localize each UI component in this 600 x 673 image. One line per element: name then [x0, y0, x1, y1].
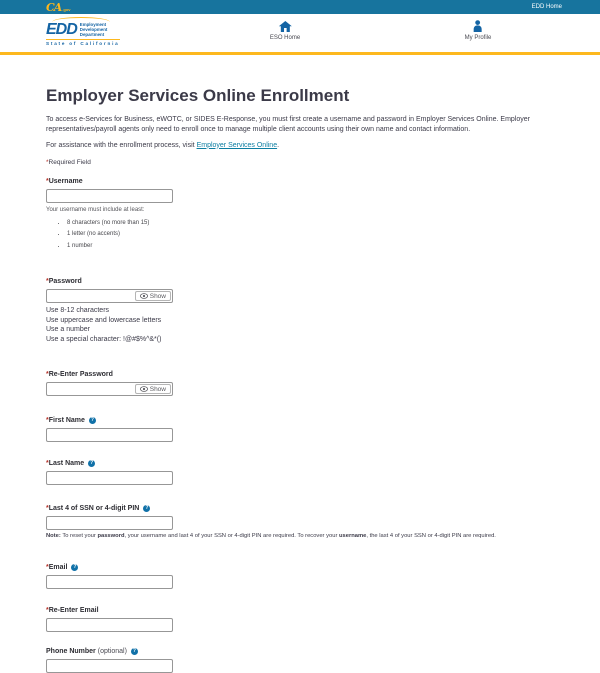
username-group	[46, 178, 554, 253]
first-name-label	[46, 417, 554, 424]
required-marker: *	[46, 158, 49, 166]
assistance-line	[46, 142, 554, 149]
password-show-label: Show	[149, 292, 166, 300]
reenter-email-label-text: Re-Enter Email	[48, 607, 99, 615]
note-text: , the last 4 of your SSN or 4-digit PIN are required.	[366, 533, 496, 540]
home-icon	[279, 20, 292, 32]
last-name-help-icon[interactable]: ?	[90, 460, 94, 467]
required-note-label: Required Field	[48, 158, 91, 166]
phone-group	[46, 648, 554, 673]
password-rules	[46, 306, 554, 344]
ssn-pin-note	[46, 533, 554, 539]
phone-input[interactable]	[46, 659, 173, 673]
phone-label-text: Phone Number	[46, 648, 96, 656]
password-rule: Use uppercase and lowercase letters	[46, 316, 162, 324]
email-label-text: Email	[48, 564, 68, 572]
password-input[interactable]	[47, 290, 134, 302]
phone-help-icon[interactable]: ?	[132, 648, 136, 655]
reenter-password-show-label: Show	[149, 385, 166, 393]
required-marker: *	[46, 177, 49, 185]
first-name-help-icon[interactable]: ?	[90, 417, 94, 424]
ca-gov-logo[interactable]	[46, 2, 71, 13]
site-header	[0, 14, 600, 52]
required-marker: *	[46, 460, 49, 468]
username-help-heading: Your username must include at least:	[46, 206, 145, 213]
nav-eso-home[interactable]	[270, 20, 300, 41]
ca-gov-logo-script: CA	[46, 0, 62, 14]
username-label-text: Username	[48, 177, 83, 185]
reenter-email-group	[46, 607, 554, 632]
person-icon	[473, 20, 483, 32]
reenter-password-group	[46, 371, 554, 396]
username-label	[46, 178, 554, 185]
password-label	[46, 278, 554, 285]
page-title: Employer Services Online Enrollment	[46, 86, 350, 105]
ssn-pin-label	[46, 505, 554, 512]
ssn-pin-label-text: Last 4 of SSN or 4-digit PIN	[48, 505, 140, 513]
nav-my-profile[interactable]	[465, 20, 492, 41]
username-rule: • 1 letter (no accents)	[67, 229, 554, 241]
password-label-text: Password	[48, 278, 82, 286]
reenter-password-input[interactable]	[47, 383, 134, 395]
first-name-group	[46, 417, 554, 442]
assistance-prefix: For assistance with the enrollment process, visit	[46, 141, 197, 149]
reenter-email-input[interactable]	[46, 618, 173, 632]
password-field	[46, 289, 173, 303]
password-show-button[interactable]	[135, 291, 171, 301]
reenter-password-label	[46, 371, 554, 378]
reenter-password-show-button[interactable]	[135, 384, 171, 394]
eye-icon	[140, 293, 148, 299]
note-text: , your username and last 4 of your SSN or 4-digit PIN are required. To recover your	[124, 533, 339, 540]
username-rules-list	[67, 218, 554, 253]
required-marker: *	[46, 278, 49, 286]
assistance-suffix: .	[277, 141, 280, 149]
email-help-icon[interactable]: ?	[73, 564, 77, 571]
note-bold: password	[97, 533, 125, 540]
top-utility-bar	[0, 0, 600, 14]
last-name-group	[46, 460, 554, 485]
edd-logo[interactable]	[46, 17, 120, 46]
required-marker: *	[46, 371, 49, 379]
last-name-label	[46, 460, 554, 467]
edd-logo-department-lines	[80, 23, 108, 38]
edd-logo-line2: Development	[79, 26, 108, 32]
edd-logo-line1: Employment	[79, 22, 107, 27]
note-bold: Note:	[46, 533, 61, 540]
email-label	[46, 564, 554, 571]
password-rule: Use a number	[46, 326, 90, 334]
ssn-pin-input[interactable]	[46, 516, 173, 530]
phone-optional-label: (optional)	[97, 648, 127, 656]
intro-paragraph: To access e-Services for Business, eWOTC, or SIDES E-Response, you must first create a username and password in Employer Services Online. Employer representatives/payroll agents only need to enroll once to manage multiple client accounts using their own name and contact information.	[46, 116, 530, 133]
employer-services-online-link[interactable]: Employer Services Online	[196, 141, 278, 149]
edd-logo-tagline: State of California	[46, 40, 120, 46]
email-group	[46, 564, 554, 589]
edd-logo-line3: Department	[79, 31, 105, 37]
ssn-pin-help-icon[interactable]: ?	[145, 505, 149, 512]
reenter-password-label-text: Re-Enter Password	[48, 371, 113, 379]
last-name-label-text: Last Name	[48, 460, 85, 468]
password-rule: Use 8-12 characters	[46, 307, 110, 315]
ca-gov-logo-suffix: .gov	[62, 6, 71, 12]
reenter-email-label	[46, 607, 554, 614]
ssn-pin-group	[46, 505, 554, 539]
edd-home-link[interactable]: EDD Home	[531, 4, 562, 10]
nav-eso-home-label: ESO Home	[269, 35, 301, 41]
note-text: To reset your	[60, 533, 98, 540]
username-rule: • 1 number	[67, 241, 554, 253]
required-marker: *	[46, 505, 49, 513]
reenter-password-field	[46, 382, 173, 396]
main-content	[0, 86, 600, 673]
password-rule: Use a special character: !@#$%^&*()	[46, 335, 162, 343]
required-field-note	[46, 159, 554, 166]
gold-divider	[0, 52, 600, 55]
first-name-input[interactable]	[46, 428, 173, 442]
required-marker: *	[46, 607, 49, 615]
required-marker: *	[46, 564, 49, 572]
required-marker: *	[46, 417, 49, 425]
first-name-label-text: First Name	[48, 417, 85, 425]
email-input[interactable]	[46, 575, 173, 589]
eye-icon	[140, 386, 148, 392]
password-group	[46, 278, 554, 344]
phone-label	[46, 648, 554, 655]
note-bold: username	[338, 533, 367, 540]
username-rule: • 8 characters (no more than 15)	[67, 218, 554, 230]
last-name-input[interactable]	[46, 471, 173, 485]
edd-logo-abbr: EDD	[46, 21, 77, 38]
username-input[interactable]	[46, 189, 173, 203]
nav-my-profile-label: My Profile	[464, 35, 492, 41]
